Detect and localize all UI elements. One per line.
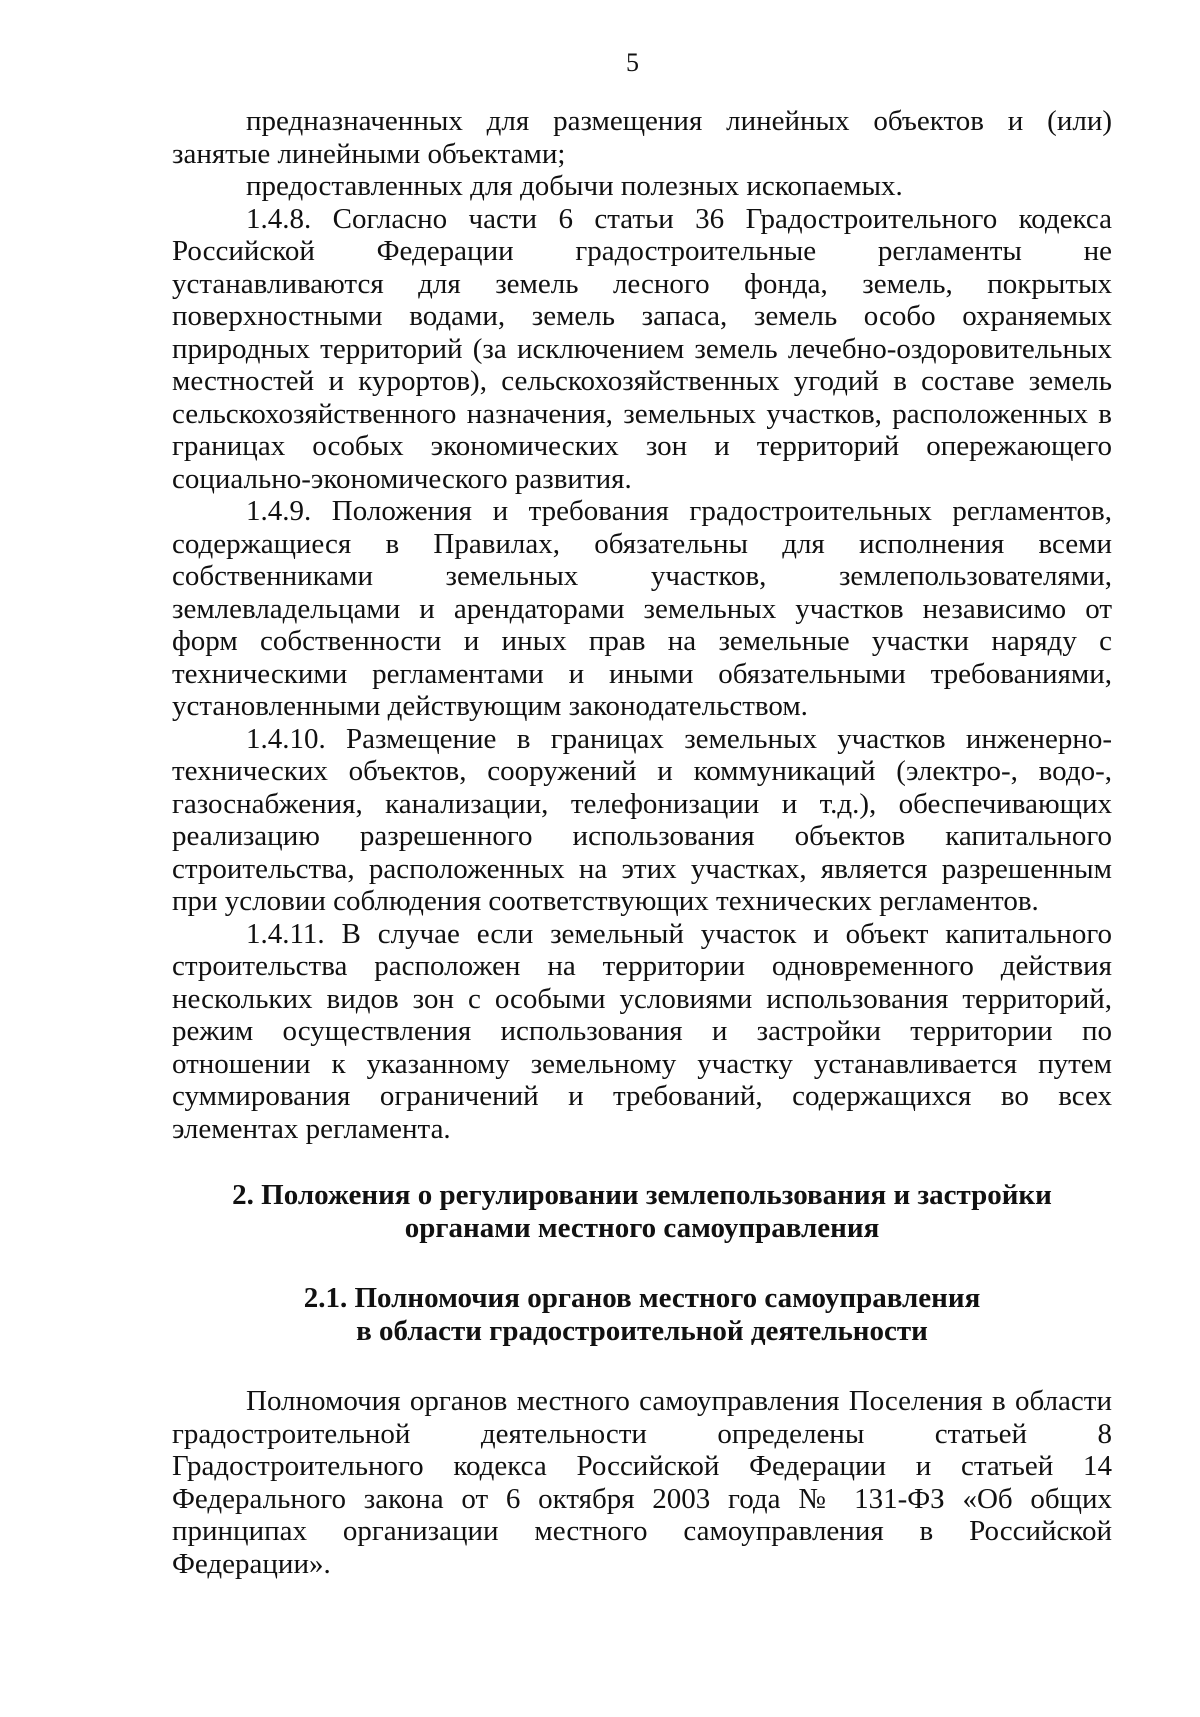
section-2-heading [172,1179,1112,1244]
section-2-1-heading-line-2: в области градостроительной деятельности [356,1314,928,1347]
paragraph-1-4-11: 1.4.11. В случае если земельный участок и объект капитального строительства расположен на территории одновременного действия нескольких видов зон с особыми условиями использования территорий, режим осуществления использования и застройки территории по отношении к указанному земельному участку устанавливается путем суммирования ограничений и требований, содержащихся во всех элементах регламента. [172,917,1112,1145]
section-2-heading-line-2: органами местного самоуправления [404,1211,880,1244]
page-number: 5 [626,48,639,77]
paragraph-section-2-1: Полномочия органов местного самоуправления Поселения в области градостроительной деятельности определены статьей 8 Градостроительного кодекса Российской Федерации и статьей 14 Федерального закона от 6 октября 2003 года № 131-ФЗ «Об общих принципах организации местного самоуправления в Российской Федерации». [172,1385,1112,1580]
paragraph-lead-2: предоставленных для добычи полезных ископаемых. [246,170,903,202]
paragraph-1-4-9: 1.4.9. Положения и требования градостроительных регламентов, содержащиеся в Правилах, обязательны для исполнения всеми собственниками земельных участков, землепользователями, землевладельцами и арендаторами земельных участков независимо от форм собственности и иных прав на земельные участки наряду с техническими регламентами и иными обязательными требованиями, установленными действующим законодательством. [172,495,1112,722]
paragraph-1-4-8: 1.4.8. Согласно части 6 статьи 36 Градостроительного кодекса Российской Федерации градостроительные регламенты не устанавливаются для земель лесного фонда, земель, покрытых поверхностными водами, земель запаса, земель особо охраняемых природных территорий (за исключением земель лечебно-оздоровительных местностей и курортов), сельскохозяйственных угодий в составе земель сельскохозяйственного назначения, земельных участков, расположенных в границах особых экономических зон и территорий опережающего социально-экономического развития. [172,202,1112,495]
paragraph-1-4-10: 1.4.10. Размещение в границах земельных участков инженерно-технических объектов, сооружений и коммуникаций (электро-, водо-, газоснабжения, канализации, телефонизации и т.д.), обеспечивающих реализацию разрешенного использования объектов капитального строительства, расположенных на этих участках, является разрешенным при условии соблюдения соответствующих технических регламентов. [172,722,1112,917]
paragraph-lead-1: предназначенных для размещения линейных объектов и (или) занятые линейными объектами; [172,105,1112,170]
section-2-1-heading-line-1: 2.1. Полномочия органов местного самоуправления [303,1282,981,1314]
section-2-1-heading [172,1282,1112,1347]
document-body [172,105,1112,1580]
section-2-heading-line-1: 2. Положения о регулировании землепользования и застройки [232,1179,1052,1211]
